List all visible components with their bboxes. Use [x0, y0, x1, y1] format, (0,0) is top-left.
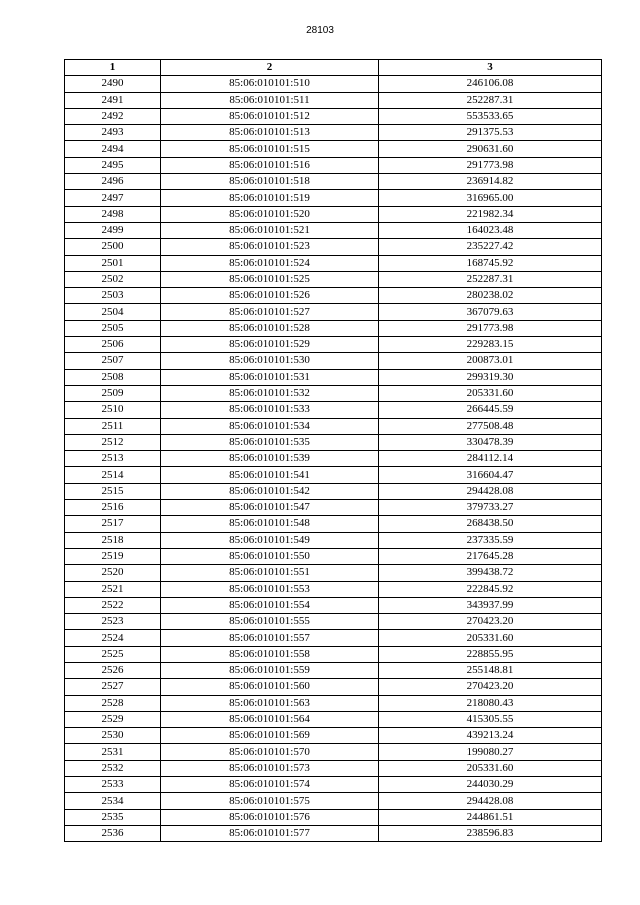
cadastral-number-cell: 85:06:010101:558	[161, 646, 379, 662]
table-row	[65, 141, 602, 157]
cadastral-number-cell: 85:06:010101:511	[161, 92, 379, 108]
value-cell: 252287.31	[379, 92, 602, 108]
cadastral-number-cell: 85:06:010101:554	[161, 597, 379, 613]
value-cell: 294428.08	[379, 483, 602, 499]
row-number-cell: 2519	[65, 548, 161, 564]
value-cell: 205331.60	[379, 630, 602, 646]
value-cell: 221982.34	[379, 206, 602, 222]
value-cell: 280238.02	[379, 288, 602, 304]
value-cell: 228855.95	[379, 646, 602, 662]
row-number-cell: 2523	[65, 614, 161, 630]
table-row	[65, 206, 602, 222]
row-number-cell: 2497	[65, 190, 161, 206]
column-header-2: 2	[161, 60, 379, 76]
value-cell: 238596.83	[379, 825, 602, 841]
cadastral-number-cell: 85:06:010101:529	[161, 337, 379, 353]
table-row	[65, 76, 602, 92]
cadastral-number-cell: 85:06:010101:549	[161, 532, 379, 548]
table-row	[65, 434, 602, 450]
cadastral-number-cell: 85:06:010101:534	[161, 418, 379, 434]
row-number-cell: 2513	[65, 451, 161, 467]
row-number-cell: 2533	[65, 777, 161, 793]
row-number-cell: 2530	[65, 728, 161, 744]
cadastral-number-cell: 85:06:010101:532	[161, 385, 379, 401]
value-cell: 244861.51	[379, 809, 602, 825]
row-number-cell: 2535	[65, 809, 161, 825]
table-row	[65, 483, 602, 499]
table-row	[65, 304, 602, 320]
table-row	[65, 239, 602, 255]
cadastral-number-cell: 85:06:010101:510	[161, 76, 379, 92]
value-cell: 205331.60	[379, 385, 602, 401]
row-number-cell: 2490	[65, 76, 161, 92]
cadastral-number-cell: 85:06:010101:575	[161, 793, 379, 809]
table-row	[65, 467, 602, 483]
value-cell: 291773.98	[379, 157, 602, 173]
value-cell: 284112.14	[379, 451, 602, 467]
row-number-cell: 2518	[65, 532, 161, 548]
table-row	[65, 760, 602, 776]
value-cell: 244030.29	[379, 777, 602, 793]
table-row	[65, 320, 602, 336]
table-row	[65, 679, 602, 695]
cadastral-number-cell: 85:06:010101:530	[161, 353, 379, 369]
table-row	[65, 646, 602, 662]
value-cell: 316965.00	[379, 190, 602, 206]
table-row	[65, 157, 602, 173]
table-row	[65, 744, 602, 760]
table-row	[65, 825, 602, 841]
cadastral-number-cell: 85:06:010101:576	[161, 809, 379, 825]
value-cell: 252287.31	[379, 271, 602, 287]
table-row	[65, 288, 602, 304]
table-row	[65, 418, 602, 434]
value-cell: 291773.98	[379, 320, 602, 336]
value-cell: 246106.08	[379, 76, 602, 92]
row-number-cell: 2516	[65, 500, 161, 516]
table-row	[65, 777, 602, 793]
cadastral-number-cell: 85:06:010101:569	[161, 728, 379, 744]
cadastral-number-cell: 85:06:010101:564	[161, 711, 379, 727]
row-number-cell: 2517	[65, 516, 161, 532]
row-number-cell: 2512	[65, 434, 161, 450]
table-row	[65, 711, 602, 727]
table-row	[65, 92, 602, 108]
cadastral-number-cell: 85:06:010101:535	[161, 434, 379, 450]
value-cell: 399438.72	[379, 565, 602, 581]
row-number-cell: 2528	[65, 695, 161, 711]
cadastral-number-cell: 85:06:010101:521	[161, 222, 379, 238]
cadastral-number-cell: 85:06:010101:528	[161, 320, 379, 336]
cadastral-number-cell: 85:06:010101:560	[161, 679, 379, 695]
table-row	[65, 174, 602, 190]
value-cell: 367079.63	[379, 304, 602, 320]
row-number-cell: 2510	[65, 402, 161, 418]
cadastral-number-cell: 85:06:010101:555	[161, 614, 379, 630]
table-row	[65, 581, 602, 597]
table-row	[65, 565, 602, 581]
table-body	[65, 76, 602, 842]
table-row	[65, 548, 602, 564]
cadastral-number-cell: 85:06:010101:527	[161, 304, 379, 320]
row-number-cell: 2494	[65, 141, 161, 157]
cadastral-number-cell: 85:06:010101:577	[161, 825, 379, 841]
cadastral-number-cell: 85:06:010101:541	[161, 467, 379, 483]
table-row	[65, 125, 602, 141]
cadastral-number-cell: 85:06:010101:559	[161, 662, 379, 678]
cadastral-number-cell: 85:06:010101:570	[161, 744, 379, 760]
value-cell: 379733.27	[379, 500, 602, 516]
value-cell: 222845.92	[379, 581, 602, 597]
cadastral-number-cell: 85:06:010101:553	[161, 581, 379, 597]
table-row	[65, 451, 602, 467]
cadastral-number-cell: 85:06:010101:533	[161, 402, 379, 418]
table-row	[65, 516, 602, 532]
value-cell: 277508.48	[379, 418, 602, 434]
row-number-cell: 2505	[65, 320, 161, 336]
cadastral-number-cell: 85:06:010101:573	[161, 760, 379, 776]
cadastral-number-cell: 85:06:010101:520	[161, 206, 379, 222]
row-number-cell: 2509	[65, 385, 161, 401]
column-header-1: 1	[65, 60, 161, 76]
value-cell: 218080.43	[379, 695, 602, 711]
table-row	[65, 614, 602, 630]
table-row	[65, 255, 602, 271]
row-number-cell: 2525	[65, 646, 161, 662]
row-number-cell: 2522	[65, 597, 161, 613]
value-cell: 205331.60	[379, 760, 602, 776]
row-number-cell: 2500	[65, 239, 161, 255]
row-number-cell: 2508	[65, 369, 161, 385]
cadastral-number-cell: 85:06:010101:548	[161, 516, 379, 532]
value-cell: 168745.92	[379, 255, 602, 271]
row-number-cell: 2520	[65, 565, 161, 581]
row-number-cell: 2495	[65, 157, 161, 173]
row-number-cell: 2532	[65, 760, 161, 776]
data-table	[64, 59, 602, 842]
row-number-cell: 2524	[65, 630, 161, 646]
table-row	[65, 662, 602, 678]
cadastral-number-cell: 85:06:010101:557	[161, 630, 379, 646]
row-number-cell: 2499	[65, 222, 161, 238]
table-row	[65, 809, 602, 825]
value-cell: 217645.28	[379, 548, 602, 564]
value-cell: 199080.27	[379, 744, 602, 760]
cadastral-number-cell: 85:06:010101:551	[161, 565, 379, 581]
table-row	[65, 695, 602, 711]
value-cell: 255148.81	[379, 662, 602, 678]
page-number: 28103	[306, 25, 334, 36]
value-cell: 439213.24	[379, 728, 602, 744]
table-row	[65, 630, 602, 646]
table-row	[65, 337, 602, 353]
value-cell: 291375.53	[379, 125, 602, 141]
cadastral-number-cell: 85:06:010101:542	[161, 483, 379, 499]
row-number-cell: 2503	[65, 288, 161, 304]
value-cell: 553533.65	[379, 108, 602, 124]
value-cell: 164023.48	[379, 222, 602, 238]
row-number-cell: 2507	[65, 353, 161, 369]
value-cell: 235227.42	[379, 239, 602, 255]
table-row	[65, 385, 602, 401]
table-row	[65, 222, 602, 238]
table-row	[65, 793, 602, 809]
table-row	[65, 728, 602, 744]
row-number-cell: 2492	[65, 108, 161, 124]
cadastral-number-cell: 85:06:010101:512	[161, 108, 379, 124]
value-cell: 299319.30	[379, 369, 602, 385]
row-number-cell: 2527	[65, 679, 161, 695]
table-row	[65, 597, 602, 613]
row-number-cell: 2502	[65, 271, 161, 287]
row-number-cell: 2529	[65, 711, 161, 727]
column-header-3: 3	[379, 60, 602, 76]
table-row	[65, 500, 602, 516]
cadastral-number-cell: 85:06:010101:523	[161, 239, 379, 255]
cadastral-number-cell: 85:06:010101:516	[161, 157, 379, 173]
value-cell: 415305.55	[379, 711, 602, 727]
cadastral-number-cell: 85:06:010101:550	[161, 548, 379, 564]
row-number-cell: 2511	[65, 418, 161, 434]
value-cell: 237335.59	[379, 532, 602, 548]
value-cell: 290631.60	[379, 141, 602, 157]
row-number-cell: 2493	[65, 125, 161, 141]
cadastral-number-cell: 85:06:010101:539	[161, 451, 379, 467]
table-row	[65, 190, 602, 206]
row-number-cell: 2534	[65, 793, 161, 809]
cadastral-number-cell: 85:06:010101:531	[161, 369, 379, 385]
row-number-cell: 2515	[65, 483, 161, 499]
row-number-cell: 2536	[65, 825, 161, 841]
value-cell: 200873.01	[379, 353, 602, 369]
cadastral-number-cell: 85:06:010101:547	[161, 500, 379, 516]
cadastral-number-cell: 85:06:010101:518	[161, 174, 379, 190]
row-number-cell: 2521	[65, 581, 161, 597]
value-cell: 316604.47	[379, 467, 602, 483]
row-number-cell: 2504	[65, 304, 161, 320]
row-number-cell: 2496	[65, 174, 161, 190]
table-row	[65, 108, 602, 124]
cadastral-number-cell: 85:06:010101:524	[161, 255, 379, 271]
table-row	[65, 402, 602, 418]
cadastral-number-cell: 85:06:010101:526	[161, 288, 379, 304]
cadastral-number-cell: 85:06:010101:515	[161, 141, 379, 157]
row-number-cell: 2514	[65, 467, 161, 483]
cadastral-number-cell: 85:06:010101:519	[161, 190, 379, 206]
value-cell: 294428.08	[379, 793, 602, 809]
value-cell: 270423.20	[379, 679, 602, 695]
cadastral-number-cell: 85:06:010101:574	[161, 777, 379, 793]
cadastral-number-cell: 85:06:010101:563	[161, 695, 379, 711]
row-number-cell: 2501	[65, 255, 161, 271]
value-cell: 343937.99	[379, 597, 602, 613]
table-header	[65, 60, 602, 76]
table-row	[65, 369, 602, 385]
value-cell: 270423.20	[379, 614, 602, 630]
value-cell: 266445.59	[379, 402, 602, 418]
value-cell: 236914.82	[379, 174, 602, 190]
cadastral-number-cell: 85:06:010101:513	[161, 125, 379, 141]
header-row	[65, 60, 602, 76]
cadastral-number-cell: 85:06:010101:525	[161, 271, 379, 287]
row-number-cell: 2498	[65, 206, 161, 222]
row-number-cell: 2531	[65, 744, 161, 760]
table-row	[65, 532, 602, 548]
table-row	[65, 353, 602, 369]
value-cell: 229283.15	[379, 337, 602, 353]
value-cell: 330478.39	[379, 434, 602, 450]
row-number-cell: 2491	[65, 92, 161, 108]
table-row	[65, 271, 602, 287]
value-cell: 268438.50	[379, 516, 602, 532]
row-number-cell: 2526	[65, 662, 161, 678]
row-number-cell: 2506	[65, 337, 161, 353]
